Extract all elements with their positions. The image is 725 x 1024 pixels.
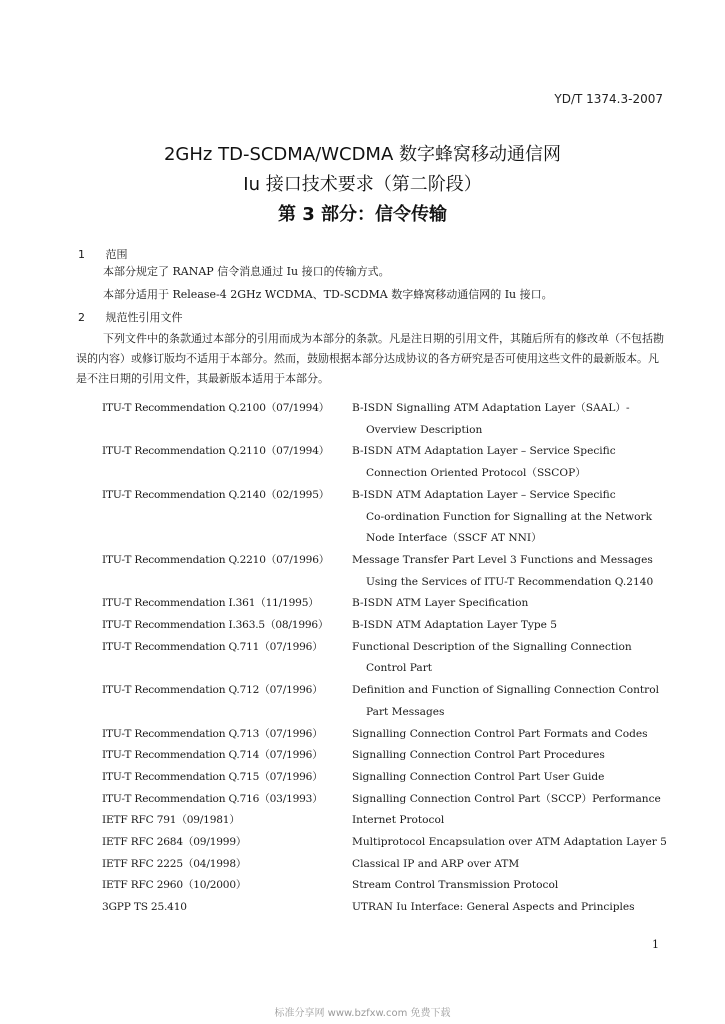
reference-code: IETF RFC 2684（09/1999） bbox=[102, 836, 247, 849]
reference-list bbox=[102, 398, 672, 919]
reference-code: ITU-T Recommendation Q.714（07/1996） bbox=[102, 749, 323, 762]
reference-description-line: Signalling Connection Control Part User Guide bbox=[352, 770, 605, 783]
reference-description bbox=[352, 615, 672, 637]
reference-description-line: Classical IP and ARP over ATM bbox=[352, 857, 520, 870]
reference-description-line: B-ISDN ATM Adaptation Layer – Service Specific bbox=[352, 488, 616, 501]
reference-description-line: Signalling Connection Control Part Formats and Codes bbox=[352, 727, 648, 740]
reference-description-line: Node Interface（SSCF AT NNI） bbox=[366, 532, 542, 545]
reference-description-line: Signalling Connection Control Part（SCCP）Performance bbox=[352, 792, 661, 805]
reference-description-line: B-ISDN Signalling ATM Adaptation Layer（SAAL）- bbox=[352, 402, 630, 414]
reference-item bbox=[102, 615, 672, 637]
reference-description bbox=[352, 441, 672, 484]
reference-description bbox=[352, 593, 672, 615]
section-number: 1 bbox=[78, 248, 85, 261]
reference-description-line: Using the Services of ITU-T Recommendation Q.2140 bbox=[366, 575, 654, 588]
title-line-2: Iu 接口技术要求（第二阶段） bbox=[243, 174, 482, 195]
reference-code: 3GPP TS 25.410 bbox=[102, 901, 187, 914]
reference-description bbox=[352, 680, 672, 723]
reference-item bbox=[102, 832, 672, 854]
reference-item bbox=[102, 724, 672, 746]
reference-item bbox=[102, 789, 672, 811]
reference-description bbox=[352, 745, 672, 767]
reference-code: IETF RFC 2960（10/2000） bbox=[102, 879, 247, 892]
page-number: 1 bbox=[652, 938, 659, 951]
section-1-heading bbox=[78, 246, 128, 262]
reference-item bbox=[102, 398, 672, 441]
reference-description-line: Stream Control Transmission Protocol bbox=[352, 879, 559, 892]
reference-item bbox=[102, 441, 672, 484]
reference-description bbox=[352, 767, 672, 789]
reference-code: ITU-T Recommendation I.363.5（08/1996） bbox=[102, 619, 329, 632]
section-1-paragraph-1: 本部分规定了 RANAP 信令消息通过 Iu 接口的传输方式。 bbox=[103, 265, 390, 278]
title-line-3: 第 3 部分：信令传输 bbox=[277, 204, 448, 225]
reference-item bbox=[102, 680, 672, 723]
reference-description bbox=[352, 897, 672, 919]
reference-description-line: Connection Oriented Protocol（SSCOP） bbox=[366, 467, 586, 480]
reference-description-line: Definition and Function of Signalling Connection Control bbox=[352, 684, 659, 697]
footer-watermark: 标准分享网 www.bzfxw.com 免费下载 bbox=[274, 1008, 451, 1019]
reference-description bbox=[352, 398, 672, 441]
reference-description bbox=[352, 810, 672, 832]
reference-description-line: Message Transfer Part Level 3 Functions and Messages bbox=[352, 553, 653, 566]
reference-description bbox=[352, 789, 672, 811]
reference-code: IETF RFC 2225（04/1998） bbox=[102, 857, 247, 870]
reference-description bbox=[352, 854, 672, 876]
reference-item bbox=[102, 810, 672, 832]
reference-code: ITU-T Recommendation Q.715（07/1996） bbox=[102, 770, 323, 783]
reference-code: ITU-T Recommendation Q.2210（07/1996） bbox=[102, 553, 330, 566]
reference-code: ITU-T Recommendation Q.2140（02/1995） bbox=[102, 488, 330, 501]
reference-item bbox=[102, 875, 672, 897]
section-title: 范围 bbox=[105, 248, 128, 261]
reference-description-line: Control Part bbox=[366, 662, 433, 675]
reference-code: ITU-T Recommendation Q.713（07/1996） bbox=[102, 727, 323, 740]
standard-number: YD/T 1374.3-2007 bbox=[554, 92, 663, 106]
title-line-1: 2GHz TD-SCDMA/WCDMA 数字蜂窝移动通信网 bbox=[163, 144, 561, 165]
reference-item bbox=[102, 854, 672, 876]
reference-description-line: Overview Description bbox=[366, 423, 483, 436]
reference-description bbox=[352, 875, 672, 897]
reference-description bbox=[352, 724, 672, 746]
reference-item bbox=[102, 637, 672, 680]
section-2-heading bbox=[78, 309, 183, 325]
reference-item bbox=[102, 767, 672, 789]
reference-item bbox=[102, 897, 672, 919]
reference-code: ITU-T Recommendation Q.2100（07/1994） bbox=[102, 402, 330, 414]
reference-code: IETF RFC 791（09/1981） bbox=[102, 814, 240, 827]
reference-description-line: Functional Description of the Signalling Connection bbox=[352, 640, 632, 653]
reference-code: ITU-T Recommendation Q.716（03/1993） bbox=[102, 792, 323, 805]
reference-code: ITU-T Recommendation I.361（11/1995） bbox=[102, 597, 319, 610]
reference-description-line: B-ISDN ATM Layer Specification bbox=[352, 597, 529, 610]
reference-code: ITU-T Recommendation Q.711（07/1996） bbox=[102, 640, 323, 653]
reference-description-line: Part Messages bbox=[366, 705, 445, 718]
section-1-paragraph-2: 本部分适用于 Release-4 2GHz WCDMA、TD-SCDMA 数字蜂窝移动通信网的 Iu 接口。 bbox=[103, 288, 553, 301]
reference-item bbox=[102, 745, 672, 767]
reference-item bbox=[102, 485, 672, 550]
reference-description-line: Signalling Connection Control Part Procedures bbox=[352, 749, 605, 762]
reference-code: ITU-T Recommendation Q.712（07/1996） bbox=[102, 684, 323, 697]
reference-description-line: Multiprotocol Encapsulation over ATM Adaptation Layer 5 bbox=[352, 836, 667, 849]
section-number: 2 bbox=[78, 311, 85, 324]
reference-description-line: UTRAN Iu Interface: General Aspects and Principles bbox=[352, 901, 635, 914]
reference-description bbox=[352, 485, 672, 550]
reference-description bbox=[352, 832, 672, 854]
reference-description-line: B-ISDN ATM Adaptation Layer Type 5 bbox=[352, 619, 558, 632]
reference-description bbox=[352, 637, 672, 680]
section-2-paragraph-1: 下列文件中的条款通过本部分的引用而成为本部分的条款。凡是注日期的引用文件，其随后所有的修改单（不包括勘误的内容）或修订版均不适用于本部分。然而，鼓励根据本部分达成协议的各方研究是否可使用这些文件的最新版本。凡是不注日期的引用文件，其最新版本适用于本部分。 bbox=[76, 332, 664, 385]
reference-description-line: Internet Protocol bbox=[352, 814, 445, 827]
reference-item bbox=[102, 593, 672, 615]
reference-item bbox=[102, 550, 672, 593]
reference-description-line: B-ISDN ATM Adaptation Layer – Service Specific bbox=[352, 445, 616, 458]
reference-description bbox=[352, 550, 672, 593]
reference-description-line: Co-ordination Function for Signalling at the Network bbox=[366, 510, 652, 523]
reference-code: ITU-T Recommendation Q.2110（07/1994） bbox=[102, 445, 330, 458]
section-title: 规范性引用文件 bbox=[105, 311, 183, 324]
